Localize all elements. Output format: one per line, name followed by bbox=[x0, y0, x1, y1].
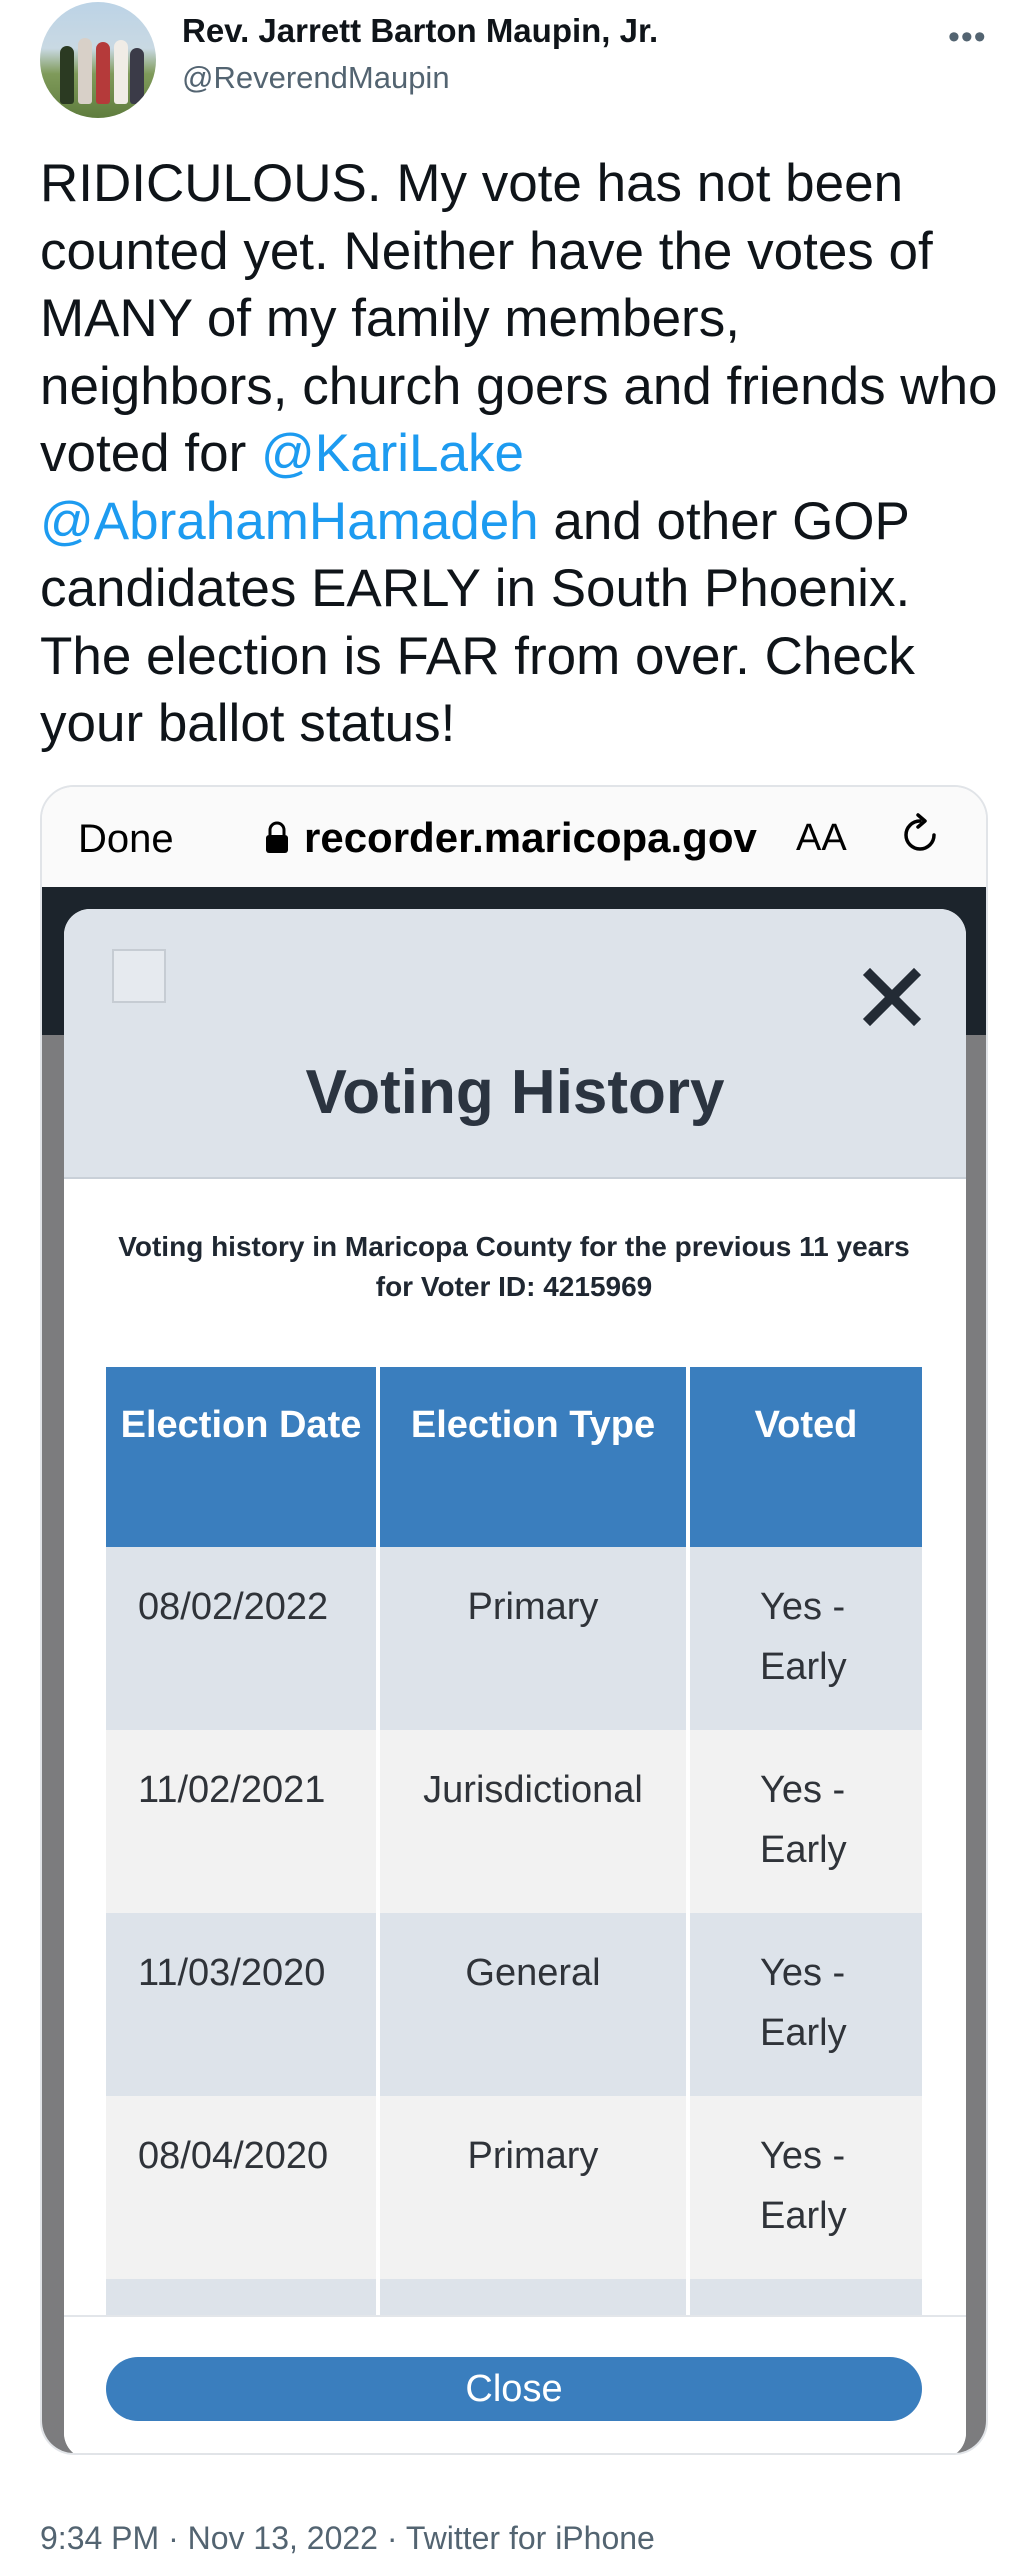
attached-screenshot[interactable] bbox=[40, 785, 988, 2455]
column-header-election-type[interactable]: Election Type bbox=[378, 1367, 688, 1547]
table-row bbox=[106, 2096, 922, 2279]
cell-date: 11/03/2020 bbox=[106, 1913, 378, 2096]
history-description: Voting history in Maricopa County for the previous 11 years for Voter ID: 4215969 bbox=[118, 1231, 910, 1302]
tweet-text-part: RIDICULOUS. My vote has not been counted yet. Neither have the votes of MANY of my family members, neighbors, church goers and friends who voted for bbox=[40, 154, 998, 483]
table-row bbox=[106, 1913, 922, 2096]
table-row bbox=[106, 1730, 922, 1913]
lock-icon bbox=[264, 821, 290, 855]
author-name[interactable]: Rev. Jarrett Barton Maupin, Jr. bbox=[182, 12, 659, 49]
close-button[interactable]: Close bbox=[106, 2357, 922, 2421]
close-icon[interactable] bbox=[862, 967, 922, 1027]
cell-date: 11/02/2021 bbox=[106, 1730, 378, 1913]
tweet-text bbox=[40, 150, 1000, 758]
done-button[interactable]: Done bbox=[78, 817, 174, 861]
url-field[interactable]: recorder.maricopa.gov bbox=[304, 814, 757, 861]
more-options-icon[interactable]: ••• bbox=[948, 18, 987, 56]
text-size-button[interactable]: AA bbox=[796, 817, 847, 859]
cell-type: Primary bbox=[378, 2096, 688, 2279]
mention-abrahamhamadeh[interactable]: @AbrahamHamadeh bbox=[40, 491, 539, 551]
mention-karilake[interactable]: @KariLake bbox=[260, 424, 524, 483]
table-row bbox=[106, 1547, 922, 1730]
voting-history-modal bbox=[64, 909, 966, 2455]
checkbox[interactable] bbox=[112, 949, 166, 1003]
modal-title: Voting History bbox=[305, 1058, 725, 1127]
cell-voted: Yes - Early bbox=[688, 1547, 922, 1730]
cell-date: 08/02/2022 bbox=[106, 1547, 378, 1730]
cell-empty bbox=[378, 2279, 688, 2319]
cell-date: 08/04/2020 bbox=[106, 2096, 378, 2279]
column-header-election-date[interactable]: Election Date bbox=[106, 1367, 378, 1547]
reload-icon[interactable] bbox=[898, 813, 942, 857]
cell-type: Primary bbox=[378, 1547, 688, 1730]
table-row-partial bbox=[106, 2279, 922, 2319]
voting-history-table bbox=[106, 1367, 922, 2319]
cell-voted: Yes - Early bbox=[688, 2096, 922, 2279]
cell-voted: Yes - Early bbox=[688, 1730, 922, 1913]
cell-empty bbox=[106, 2279, 378, 2319]
author-handle[interactable]: @ReverendMaupin bbox=[182, 60, 450, 95]
column-header-voted[interactable]: Voted bbox=[688, 1367, 922, 1547]
modal-footer bbox=[64, 2315, 966, 2455]
tweet-timestamp[interactable]: 9:34 PM · Nov 13, 2022 · Twitter for iPhone bbox=[40, 2520, 655, 2556]
avatar[interactable] bbox=[40, 2, 156, 118]
browser-address-bar bbox=[42, 787, 986, 887]
modal-header bbox=[64, 909, 966, 1179]
cell-type: Jurisdictional bbox=[378, 1730, 688, 1913]
cell-empty bbox=[688, 2279, 922, 2319]
tweet-text-part: and other GOP candidates EARLY in South Phoenix. The election is FAR from over. Check your ballot status! bbox=[40, 491, 915, 753]
cell-type: General bbox=[378, 1913, 688, 2096]
cell-voted: Yes - Early bbox=[688, 1913, 922, 2096]
